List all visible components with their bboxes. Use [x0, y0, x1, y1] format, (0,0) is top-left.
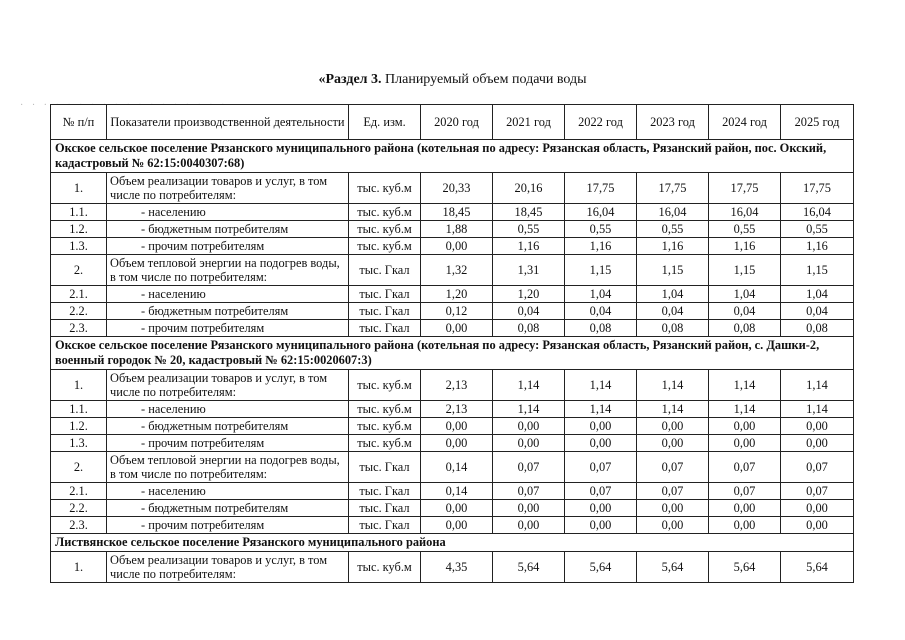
- indicator-name-cell: Объем реализации товаров и услуг, в том числе по потребителям:: [107, 173, 349, 204]
- value-cell: 0,00: [781, 435, 854, 452]
- table-row: [51, 303, 854, 320]
- value-cell: 5,64: [637, 552, 709, 583]
- value-cell: 0,04: [637, 303, 709, 320]
- value-cell: 0,00: [421, 435, 493, 452]
- value-cell: 0,00: [421, 418, 493, 435]
- value-cell: 0,07: [709, 452, 781, 483]
- value-cell: 0,00: [493, 500, 565, 517]
- scan-noise-top: · · · · · · · · · · · · · · · · · ·: [20, 100, 228, 111]
- value-cell: 1,14: [637, 370, 709, 401]
- page-title: [0, 72, 905, 88]
- value-cell: 0,04: [781, 303, 854, 320]
- value-cell: 0,55: [781, 221, 854, 238]
- value-cell: 0,00: [709, 500, 781, 517]
- unit-cell: тыс. куб.м: [349, 221, 421, 238]
- header-cell: Показатели производственной деятельности: [107, 105, 349, 140]
- value-cell: 0,00: [565, 500, 637, 517]
- value-cell: 5,64: [493, 552, 565, 583]
- row-number-cell: 1.: [51, 173, 107, 204]
- value-cell: 1,04: [637, 286, 709, 303]
- indicator-name-cell: - населению: [107, 204, 349, 221]
- value-cell: 0,07: [709, 483, 781, 500]
- value-cell: 5,64: [709, 552, 781, 583]
- table-row: [51, 552, 854, 583]
- indicator-name-cell: - прочим потребителям: [107, 517, 349, 534]
- value-cell: 0,00: [709, 435, 781, 452]
- header-cell: 2023 год: [637, 105, 709, 140]
- header-cell: 2022 год: [565, 105, 637, 140]
- value-cell: 5,64: [565, 552, 637, 583]
- value-cell: 17,75: [709, 173, 781, 204]
- unit-cell: тыс. куб.м: [349, 204, 421, 221]
- indicator-name-cell: Объем реализации товаров и услуг, в том числе по потребителям:: [107, 552, 349, 583]
- indicator-name-cell: - населению: [107, 401, 349, 418]
- row-number-cell: 2.1.: [51, 483, 107, 500]
- value-cell: 0,00: [421, 320, 493, 337]
- unit-cell: тыс. куб.м: [349, 418, 421, 435]
- value-cell: 0,00: [637, 418, 709, 435]
- unit-cell: тыс. куб.м: [349, 552, 421, 583]
- header-cell: 2021 год: [493, 105, 565, 140]
- value-cell: 16,04: [781, 204, 854, 221]
- table-header-row: [51, 105, 854, 140]
- table-row: [51, 517, 854, 534]
- unit-cell: тыс. Гкал: [349, 500, 421, 517]
- water-supply-table: [50, 104, 854, 583]
- value-cell: 0,00: [565, 517, 637, 534]
- indicator-name-cell: - бюджетным потребителям: [107, 303, 349, 320]
- value-cell: 0,04: [493, 303, 565, 320]
- value-cell: 0,04: [565, 303, 637, 320]
- section-header-row: [51, 337, 854, 370]
- value-cell: 1,14: [493, 401, 565, 418]
- row-number-cell: 1.1.: [51, 401, 107, 418]
- row-number-cell: 1.3.: [51, 238, 107, 255]
- value-cell: 0,00: [493, 418, 565, 435]
- value-cell: 0,00: [781, 500, 854, 517]
- table-row: [51, 286, 854, 303]
- indicator-name-cell: - прочим потребителям: [107, 435, 349, 452]
- table-row: [51, 204, 854, 221]
- value-cell: 0,00: [421, 517, 493, 534]
- value-cell: 1,15: [781, 255, 854, 286]
- value-cell: 1,31: [493, 255, 565, 286]
- row-number-cell: 1.1.: [51, 204, 107, 221]
- value-cell: 1,14: [781, 370, 854, 401]
- table-row: [51, 370, 854, 401]
- value-cell: 0,07: [637, 483, 709, 500]
- row-number-cell: 2.3.: [51, 517, 107, 534]
- value-cell: 0,04: [709, 303, 781, 320]
- section-header-row: [51, 534, 854, 552]
- unit-cell: тыс. куб.м: [349, 238, 421, 255]
- value-cell: 0,00: [781, 517, 854, 534]
- unit-cell: тыс. Гкал: [349, 286, 421, 303]
- value-cell: 0,00: [709, 517, 781, 534]
- unit-cell: тыс. куб.м: [349, 173, 421, 204]
- value-cell: 1,20: [493, 286, 565, 303]
- header-cell: 2025 год: [781, 105, 854, 140]
- value-cell: 1,14: [709, 401, 781, 418]
- value-cell: 17,75: [781, 173, 854, 204]
- value-cell: 1,15: [637, 255, 709, 286]
- value-cell: 1,14: [781, 401, 854, 418]
- value-cell: 1,14: [709, 370, 781, 401]
- value-cell: 0,00: [781, 418, 854, 435]
- value-cell: 20,33: [421, 173, 493, 204]
- indicator-name-cell: - бюджетным потребителям: [107, 221, 349, 238]
- value-cell: 18,45: [493, 204, 565, 221]
- table-row: [51, 401, 854, 418]
- indicator-name-cell: - бюджетным потребителям: [107, 500, 349, 517]
- table-row: [51, 221, 854, 238]
- row-number-cell: 1.3.: [51, 435, 107, 452]
- value-cell: 4,35: [421, 552, 493, 583]
- table-row: [51, 452, 854, 483]
- table-row: [51, 435, 854, 452]
- table-body: [51, 140, 854, 583]
- table-row: [51, 500, 854, 517]
- row-number-cell: 1.: [51, 552, 107, 583]
- value-cell: 1,14: [637, 401, 709, 418]
- table-row: [51, 320, 854, 337]
- value-cell: 16,04: [637, 204, 709, 221]
- header-cell: 2020 год: [421, 105, 493, 140]
- section-title: Окское сельское поселение Рязанского муниципального района (котельная по адресу: Рязанская область, Рязанский район, пос. Окский, кадастровый № 62:15:0040307:68): [51, 140, 854, 173]
- value-cell: 1,20: [421, 286, 493, 303]
- section-title: Окское сельское поселение Рязанского муниципального района (котельная по адресу: Рязанская область, Рязанский район, с. Дашки-2, военный городок № 20, кадастровый № 62:15:0020607:3): [51, 337, 854, 370]
- value-cell: 0,55: [493, 221, 565, 238]
- value-cell: 0,07: [781, 483, 854, 500]
- unit-cell: тыс. куб.м: [349, 401, 421, 418]
- value-cell: 1,04: [781, 286, 854, 303]
- indicator-name-cell: Объем тепловой энергии на подогрев воды, в том числе по потребителям:: [107, 452, 349, 483]
- value-cell: 0,07: [565, 452, 637, 483]
- table-row: [51, 483, 854, 500]
- value-cell: 0,55: [709, 221, 781, 238]
- value-cell: 1,04: [709, 286, 781, 303]
- value-cell: 1,16: [781, 238, 854, 255]
- value-cell: 0,08: [637, 320, 709, 337]
- value-cell: 0,14: [421, 483, 493, 500]
- section-title: Листвянское сельское поселение Рязанского муниципального района: [51, 534, 854, 552]
- table-row: [51, 238, 854, 255]
- unit-cell: тыс. Гкал: [349, 517, 421, 534]
- value-cell: 0,00: [637, 500, 709, 517]
- value-cell: 0,55: [637, 221, 709, 238]
- value-cell: 1,14: [565, 401, 637, 418]
- value-cell: 0,12: [421, 303, 493, 320]
- section-title-text: Планируемый объем подачи воды: [381, 72, 587, 87]
- table-row: [51, 173, 854, 204]
- value-cell: 2,13: [421, 401, 493, 418]
- value-cell: 1,14: [565, 370, 637, 401]
- value-cell: 0,00: [493, 435, 565, 452]
- value-cell: 0,14: [421, 452, 493, 483]
- value-cell: 0,08: [709, 320, 781, 337]
- value-cell: 0,07: [637, 452, 709, 483]
- row-number-cell: 2.2.: [51, 500, 107, 517]
- value-cell: 20,16: [493, 173, 565, 204]
- indicator-name-cell: Объем реализации товаров и услуг, в том числе по потребителям:: [107, 370, 349, 401]
- value-cell: 0,07: [781, 452, 854, 483]
- indicator-name-cell: - населению: [107, 286, 349, 303]
- section-number: «Раздел 3.: [318, 72, 382, 87]
- value-cell: 0,00: [421, 500, 493, 517]
- value-cell: 17,75: [565, 173, 637, 204]
- value-cell: 1,16: [637, 238, 709, 255]
- value-cell: 0,00: [565, 418, 637, 435]
- value-cell: 1,32: [421, 255, 493, 286]
- value-cell: 18,45: [421, 204, 493, 221]
- unit-cell: тыс. Гкал: [349, 320, 421, 337]
- value-cell: 1,16: [493, 238, 565, 255]
- value-cell: 17,75: [637, 173, 709, 204]
- unit-cell: тыс. куб.м: [349, 435, 421, 452]
- value-cell: 0,55: [565, 221, 637, 238]
- row-number-cell: 1.2.: [51, 221, 107, 238]
- value-cell: 5,64: [781, 552, 854, 583]
- value-cell: 1,15: [565, 255, 637, 286]
- row-number-cell: 2.2.: [51, 303, 107, 320]
- header-cell: 2024 год: [709, 105, 781, 140]
- value-cell: 0,00: [637, 435, 709, 452]
- row-number-cell: 2.3.: [51, 320, 107, 337]
- indicator-name-cell: - прочим потребителям: [107, 238, 349, 255]
- value-cell: 1,16: [709, 238, 781, 255]
- value-cell: 0,00: [709, 418, 781, 435]
- unit-cell: тыс. Гкал: [349, 483, 421, 500]
- value-cell: 16,04: [565, 204, 637, 221]
- row-number-cell: 2.: [51, 452, 107, 483]
- value-cell: 0,00: [493, 517, 565, 534]
- section-header-row: [51, 140, 854, 173]
- value-cell: 1,15: [709, 255, 781, 286]
- table-row: [51, 255, 854, 286]
- value-cell: 0,08: [565, 320, 637, 337]
- value-cell: 1,16: [565, 238, 637, 255]
- value-cell: 0,07: [493, 452, 565, 483]
- value-cell: 1,14: [493, 370, 565, 401]
- value-cell: 0,00: [637, 517, 709, 534]
- indicator-name-cell: Объем тепловой энергии на подогрев воды, в том числе по потребителям:: [107, 255, 349, 286]
- value-cell: 16,04: [709, 204, 781, 221]
- unit-cell: тыс. Гкал: [349, 452, 421, 483]
- value-cell: 0,07: [565, 483, 637, 500]
- unit-cell: тыс. куб.м: [349, 370, 421, 401]
- value-cell: 0,08: [493, 320, 565, 337]
- unit-cell: тыс. Гкал: [349, 255, 421, 286]
- value-cell: 1,04: [565, 286, 637, 303]
- row-number-cell: 2.: [51, 255, 107, 286]
- indicator-name-cell: - прочим потребителям: [107, 320, 349, 337]
- value-cell: 1,88: [421, 221, 493, 238]
- row-number-cell: 1.: [51, 370, 107, 401]
- value-cell: 2,13: [421, 370, 493, 401]
- value-cell: 0,07: [493, 483, 565, 500]
- header-cell: Ед. изм.: [349, 105, 421, 140]
- value-cell: 0,00: [565, 435, 637, 452]
- unit-cell: тыс. Гкал: [349, 303, 421, 320]
- row-number-cell: 2.1.: [51, 286, 107, 303]
- indicator-name-cell: - населению: [107, 483, 349, 500]
- value-cell: 0,08: [781, 320, 854, 337]
- value-cell: 0,00: [421, 238, 493, 255]
- indicator-name-cell: - бюджетным потребителям: [107, 418, 349, 435]
- header-cell: № п/п: [51, 105, 107, 140]
- table-row: [51, 418, 854, 435]
- row-number-cell: 1.2.: [51, 418, 107, 435]
